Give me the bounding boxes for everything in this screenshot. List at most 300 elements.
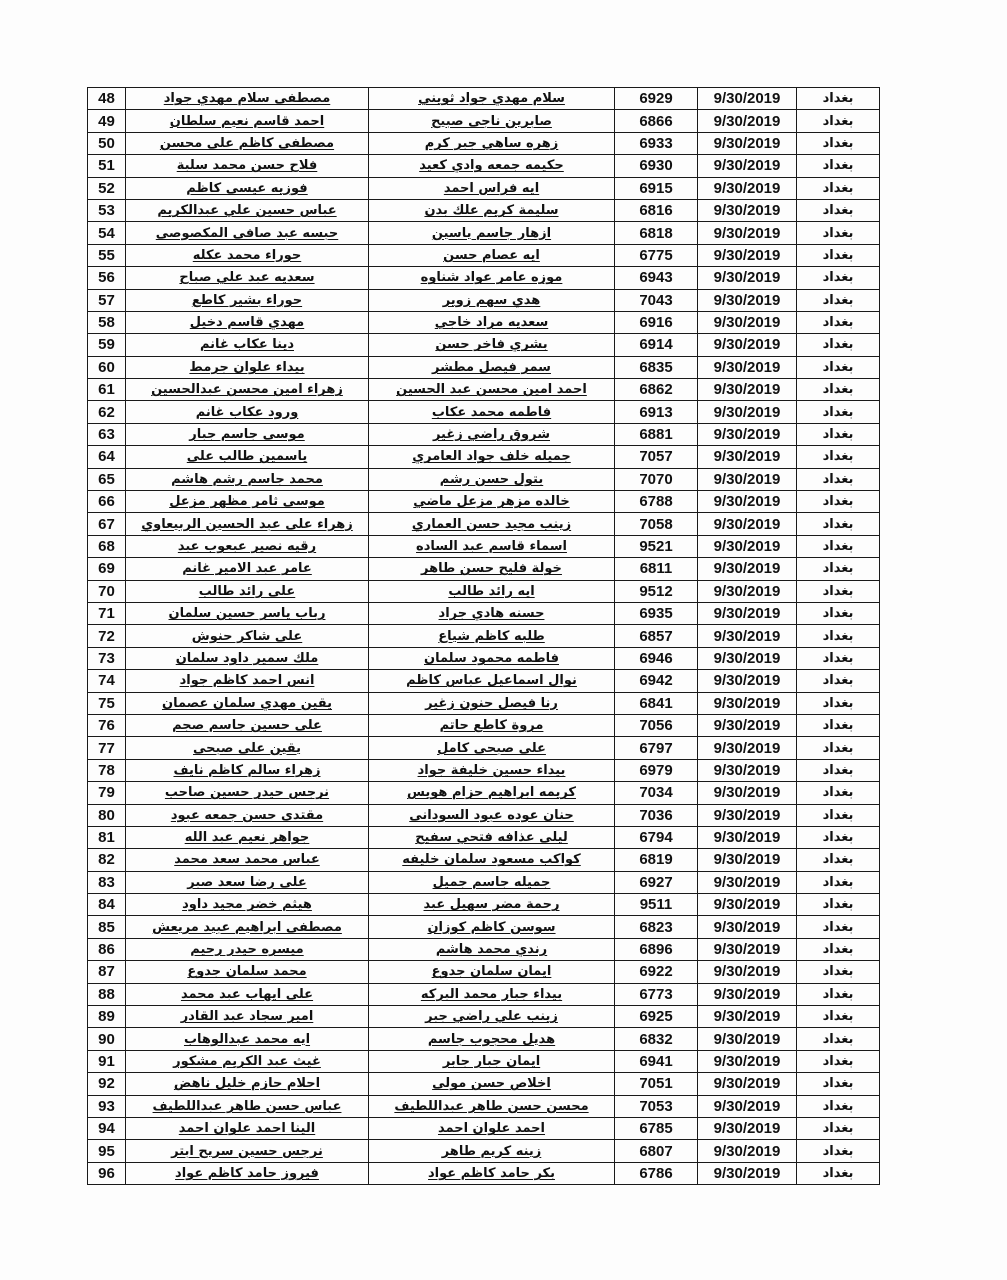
row-number: 96 [88,1162,126,1184]
name-cell: على حسين جاسم صجم [126,714,369,736]
id-cell: 6915 [615,177,698,199]
date-cell: 9/30/2019 [698,647,797,669]
guardian-name-cell: جميله جاسم جميل [369,871,615,893]
id-cell: 6942 [615,670,698,692]
date-cell: 9/30/2019 [698,1095,797,1117]
name-cell: ياسمين طالب على [126,446,369,468]
row-number: 51 [88,155,126,177]
city-cell: بغداد [797,468,880,490]
guardian-name-cell: ايمان سلمان جدوع [369,961,615,983]
name-cell: ورود عكاب غانم [126,401,369,423]
guardian-name-cell: زينب علي راضي جبر [369,1006,615,1028]
row-number: 49 [88,110,126,132]
guardian-name-cell: احمد امين محسن عبد الحسين [369,379,615,401]
table-row [88,871,880,893]
date-cell: 9/30/2019 [698,625,797,647]
row-number: 75 [88,692,126,714]
date-cell: 9/30/2019 [698,961,797,983]
date-cell: 9/30/2019 [698,983,797,1005]
guardian-name-cell: بيداء جبار محمد البركه [369,983,615,1005]
name-cell: حبسه عبد صافي المكصوصي [126,222,369,244]
row-number: 94 [88,1117,126,1139]
row-number: 86 [88,938,126,960]
name-cell: سعديه عبد علي صباح [126,267,369,289]
guardian-name-cell: محسن حسن طاهر عبداللطيف [369,1095,615,1117]
name-cell: فوزيه عيسى كاظم [126,177,369,199]
city-cell: بغداد [797,491,880,513]
table-body [88,88,880,1185]
guardian-name-cell: احمد علوان احمد [369,1117,615,1139]
date-cell: 9/30/2019 [698,244,797,266]
table-row [88,244,880,266]
name-cell: جواهر نعيم عبد الله [126,826,369,848]
row-number: 73 [88,647,126,669]
id-cell: 6832 [615,1028,698,1050]
id-cell: 6823 [615,916,698,938]
city-cell: بغداد [797,423,880,445]
guardian-name-cell: صابرين ناجي صبيح [369,110,615,132]
guardian-name-cell: زينب مجيد حسن العماري [369,513,615,535]
name-cell: يقين علي صبحي [126,737,369,759]
row-number: 83 [88,871,126,893]
id-cell: 6841 [615,692,698,714]
id-cell: 6857 [615,625,698,647]
table-row [88,894,880,916]
guardian-name-cell: بيداء حسين خليفة جواد [369,759,615,781]
city-cell: بغداد [797,759,880,781]
row-number: 76 [88,714,126,736]
id-cell: 9511 [615,894,698,916]
name-cell: غيث عبد الكريم مشكور [126,1050,369,1072]
id-cell: 9512 [615,580,698,602]
row-number: 88 [88,983,126,1005]
city-cell: بغداد [797,558,880,580]
table-row [88,468,880,490]
city-cell: بغداد [797,580,880,602]
name-cell: رباب ياسر حسين سلمان [126,602,369,624]
name-cell: عباس حسن طاهر عبداللطيف [126,1095,369,1117]
name-cell: زهراء سالم كاظم نايف [126,759,369,781]
date-cell: 9/30/2019 [698,513,797,535]
name-cell: ملك سمير داود سلمان [126,647,369,669]
date-cell: 9/30/2019 [698,1117,797,1139]
row-number: 85 [88,916,126,938]
date-cell: 9/30/2019 [698,558,797,580]
table-row [88,110,880,132]
id-cell: 6929 [615,88,698,110]
row-number: 80 [88,804,126,826]
city-cell: بغداد [797,446,880,468]
id-cell: 6794 [615,826,698,848]
table-row [88,938,880,960]
date-cell: 9/30/2019 [698,199,797,221]
date-cell: 9/30/2019 [698,938,797,960]
date-cell: 9/30/2019 [698,535,797,557]
city-cell: بغداد [797,535,880,557]
row-number: 81 [88,826,126,848]
row-number: 50 [88,132,126,154]
id-cell: 6933 [615,132,698,154]
city-cell: بغداد [797,244,880,266]
id-cell: 6862 [615,379,698,401]
date-cell: 9/30/2019 [698,759,797,781]
id-cell: 7057 [615,446,698,468]
table-row [88,222,880,244]
table-row [88,1095,880,1117]
date-cell: 9/30/2019 [698,334,797,356]
names-table [87,87,880,1185]
table-row [88,535,880,557]
city-cell: بغداد [797,334,880,356]
table-row [88,423,880,445]
date-cell: 9/30/2019 [698,804,797,826]
table-row [88,647,880,669]
id-cell: 6881 [615,423,698,445]
name-cell: احمد قاسم نعيم سلطان [126,110,369,132]
table-row [88,379,880,401]
table-row [88,759,880,781]
city-cell: بغداد [797,804,880,826]
guardian-name-cell: هديل محجوب جاسم [369,1028,615,1050]
table-row [88,1028,880,1050]
name-cell: نرجس حيدر حسين صاحب [126,782,369,804]
date-cell: 9/30/2019 [698,1006,797,1028]
row-number: 55 [88,244,126,266]
date-cell: 9/30/2019 [698,379,797,401]
guardian-name-cell: زينه كريم طاهر [369,1140,615,1162]
name-cell: محمد سلمان جدوع [126,961,369,983]
id-cell: 6797 [615,737,698,759]
row-number: 68 [88,535,126,557]
table-row [88,804,880,826]
row-number: 58 [88,311,126,333]
date-cell: 9/30/2019 [698,401,797,423]
guardian-name-cell: بشري فاخر حسن [369,334,615,356]
city-cell: بغداد [797,177,880,199]
city-cell: بغداد [797,1162,880,1184]
name-cell: زهراء على عبد الحسين الربيعاوي [126,513,369,535]
row-number: 62 [88,401,126,423]
city-cell: بغداد [797,1073,880,1095]
row-number: 91 [88,1050,126,1072]
city-cell: بغداد [797,737,880,759]
id-cell: 6775 [615,244,698,266]
date-cell: 9/30/2019 [698,222,797,244]
name-cell: على رائد طالب [126,580,369,602]
name-cell: مصطفى كاظم على محسن [126,132,369,154]
guardian-name-cell: ليلى عذافه فتحي سفيح [369,826,615,848]
guardian-name-cell: بكر حامد كاظم عواد [369,1162,615,1184]
city-cell: بغداد [797,625,880,647]
name-cell: يقين مهدي سلمان عصمان [126,692,369,714]
city-cell: بغداد [797,1117,880,1139]
date-cell: 9/30/2019 [698,826,797,848]
row-number: 87 [88,961,126,983]
row-number: 90 [88,1028,126,1050]
table-row [88,983,880,1005]
row-number: 64 [88,446,126,468]
row-number: 59 [88,334,126,356]
table-row [88,737,880,759]
guardian-name-cell: زهره ساهي جبر كرم [369,132,615,154]
table-row [88,625,880,647]
date-cell: 9/30/2019 [698,871,797,893]
name-cell: حوراء محمد عكله [126,244,369,266]
guardian-name-cell: شروق راضي زغير [369,423,615,445]
id-cell: 6941 [615,1050,698,1072]
id-cell: 6935 [615,602,698,624]
guardian-name-cell: موزه عامر عواد شناوه [369,267,615,289]
row-number: 93 [88,1095,126,1117]
name-cell: رقيه نصير عبعوب عبد [126,535,369,557]
id-cell: 6943 [615,267,698,289]
table-row [88,580,880,602]
row-number: 84 [88,894,126,916]
guardian-name-cell: سعديه مراد خاجي [369,311,615,333]
name-cell: على ايهاب عبد محمد [126,983,369,1005]
id-cell: 9521 [615,535,698,557]
city-cell: بغداد [797,1050,880,1072]
name-cell: حوراء بشير كاطع [126,289,369,311]
id-cell: 6807 [615,1140,698,1162]
id-cell: 6925 [615,1006,698,1028]
guardian-name-cell: هدي سهم زوير [369,289,615,311]
table-row [88,1162,880,1184]
table-row [88,132,880,154]
guardian-name-cell: كواكب مسعود سلمان خليفه [369,849,615,871]
name-cell: عامر عبد الامير غانم [126,558,369,580]
guardian-name-cell: حنان عوده عبود السوداني [369,804,615,826]
city-cell: بغداد [797,1006,880,1028]
name-cell: الينا احمد علوان احمد [126,1117,369,1139]
table-row [88,199,880,221]
id-cell: 6914 [615,334,698,356]
table-row [88,446,880,468]
date-cell: 9/30/2019 [698,602,797,624]
date-cell: 9/30/2019 [698,714,797,736]
table-row [88,334,880,356]
id-cell: 6786 [615,1162,698,1184]
table-row [88,88,880,110]
id-cell: 7043 [615,289,698,311]
table-row [88,916,880,938]
guardian-name-cell: خولة فليح حسن طاهر [369,558,615,580]
id-cell: 6835 [615,356,698,378]
city-cell: بغداد [797,983,880,1005]
name-cell: هيثم خضر مجيد داود [126,894,369,916]
city-cell: بغداد [797,938,880,960]
guardian-name-cell: اخلاص حسن مولى [369,1073,615,1095]
guardian-name-cell: رنا فيصل حنون زغير [369,692,615,714]
date-cell: 9/30/2019 [698,267,797,289]
name-cell: فلاح حسن محمد سلبة [126,155,369,177]
guardian-name-cell: اسماء قاسم عبد الساده [369,535,615,557]
date-cell: 9/30/2019 [698,423,797,445]
row-number: 92 [88,1073,126,1095]
date-cell: 9/30/2019 [698,1162,797,1184]
table-row [88,1006,880,1028]
table-row [88,267,880,289]
table-row [88,1140,880,1162]
id-cell: 6773 [615,983,698,1005]
table-row [88,602,880,624]
table-row [88,692,880,714]
name-cell: مصطفى ابراهيم عبيد مريعش [126,916,369,938]
city-cell: بغداد [797,267,880,289]
city-cell: بغداد [797,379,880,401]
row-number: 77 [88,737,126,759]
row-number: 89 [88,1006,126,1028]
city-cell: بغداد [797,513,880,535]
name-cell: ايه محمد عبدالوهاب [126,1028,369,1050]
city-cell: بغداد [797,110,880,132]
city-cell: بغداد [797,782,880,804]
guardian-name-cell: سلام مهدي جواد ثويني [369,88,615,110]
date-cell: 9/30/2019 [698,692,797,714]
date-cell: 9/30/2019 [698,1028,797,1050]
table-row [88,1117,880,1139]
name-cell: نرجس حسين سريح ابتر [126,1140,369,1162]
name-cell: مهدي قاسم دخيل [126,311,369,333]
id-cell: 6979 [615,759,698,781]
city-cell: بغداد [797,401,880,423]
guardian-name-cell: ازهار جاسم ياسين [369,222,615,244]
row-number: 72 [88,625,126,647]
name-cell: احلام حازم خليل ناهض [126,1073,369,1095]
id-cell: 6913 [615,401,698,423]
row-number: 65 [88,468,126,490]
table-row [88,1050,880,1072]
guardian-name-cell: فاطمه محمود سلمان [369,647,615,669]
date-cell: 9/30/2019 [698,849,797,871]
row-number: 48 [88,88,126,110]
row-number: 69 [88,558,126,580]
city-cell: بغداد [797,849,880,871]
date-cell: 9/30/2019 [698,155,797,177]
date-cell: 9/30/2019 [698,289,797,311]
city-cell: بغداد [797,356,880,378]
table-row [88,491,880,513]
table-row [88,849,880,871]
row-number: 95 [88,1140,126,1162]
city-cell: بغداد [797,1095,880,1117]
id-cell: 6930 [615,155,698,177]
city-cell: بغداد [797,602,880,624]
id-cell: 6927 [615,871,698,893]
guardian-name-cell: علي صبحي كامل [369,737,615,759]
row-number: 52 [88,177,126,199]
guardian-name-cell: ايه عصام حسن [369,244,615,266]
guardian-name-cell: ايمان جبار جابر [369,1050,615,1072]
table-row [88,670,880,692]
row-number: 70 [88,580,126,602]
table-row [88,401,880,423]
id-cell: 6818 [615,222,698,244]
date-cell: 9/30/2019 [698,782,797,804]
city-cell: بغداد [797,88,880,110]
table-row [88,356,880,378]
table-row [88,289,880,311]
date-cell: 9/30/2019 [698,468,797,490]
date-cell: 9/30/2019 [698,356,797,378]
date-cell: 9/30/2019 [698,1050,797,1072]
guardian-name-cell: جميله خلف جواد العامري [369,446,615,468]
city-cell: بغداد [797,916,880,938]
city-cell: بغداد [797,714,880,736]
row-number: 67 [88,513,126,535]
name-cell: موسى ثامر مظهر مزعل [126,491,369,513]
row-number: 82 [88,849,126,871]
date-cell: 9/30/2019 [698,446,797,468]
table-row [88,177,880,199]
city-cell: بغداد [797,289,880,311]
table-row [88,826,880,848]
name-cell: امير سجاد عبد القادر [126,1006,369,1028]
id-cell: 6866 [615,110,698,132]
table-row [88,558,880,580]
date-cell: 9/30/2019 [698,1073,797,1095]
row-number: 66 [88,491,126,513]
date-cell: 9/30/2019 [698,894,797,916]
id-cell: 6816 [615,199,698,221]
table-row [88,1073,880,1095]
row-number: 79 [88,782,126,804]
guardian-name-cell: رحمة مضر سهيل عبد [369,894,615,916]
city-cell: بغداد [797,222,880,244]
city-cell: بغداد [797,961,880,983]
name-cell: محمد جاسم رشم هاشم [126,468,369,490]
city-cell: بغداد [797,1140,880,1162]
city-cell: بغداد [797,871,880,893]
id-cell: 6819 [615,849,698,871]
id-cell: 7051 [615,1073,698,1095]
date-cell: 9/30/2019 [698,311,797,333]
guardian-name-cell: بتول حسن رشم [369,468,615,490]
city-cell: بغداد [797,826,880,848]
city-cell: بغداد [797,1028,880,1050]
city-cell: بغداد [797,155,880,177]
id-cell: 7036 [615,804,698,826]
row-number: 78 [88,759,126,781]
guardian-name-cell: حسنه هادي جراد [369,602,615,624]
guardian-name-cell: سوسن كاظم كوزان [369,916,615,938]
guardian-name-cell: فاطمه محمد عكاب [369,401,615,423]
date-cell: 9/30/2019 [698,110,797,132]
guardian-name-cell: مروة كاطع حاتم [369,714,615,736]
city-cell: بغداد [797,894,880,916]
id-cell: 7058 [615,513,698,535]
id-cell: 6811 [615,558,698,580]
date-cell: 9/30/2019 [698,737,797,759]
name-cell: موسى جاسم جبار [126,423,369,445]
name-cell: عباس حسين علي عبدالكريم [126,199,369,221]
date-cell: 9/30/2019 [698,580,797,602]
date-cell: 9/30/2019 [698,132,797,154]
date-cell: 9/30/2019 [698,88,797,110]
row-number: 54 [88,222,126,244]
city-cell: بغداد [797,692,880,714]
row-number: 74 [88,670,126,692]
name-cell: فيروز حامد كاظم عواد [126,1162,369,1184]
name-cell: ميسره حيدر رحيم [126,938,369,960]
name-cell: زهراء امين محسن عبدالحسين [126,379,369,401]
name-cell: بيداء علوان جرمط [126,356,369,378]
city-cell: بغداد [797,670,880,692]
table-row [88,155,880,177]
id-cell: 7053 [615,1095,698,1117]
guardian-name-cell: ايه رائد طالب [369,580,615,602]
table-row [88,782,880,804]
